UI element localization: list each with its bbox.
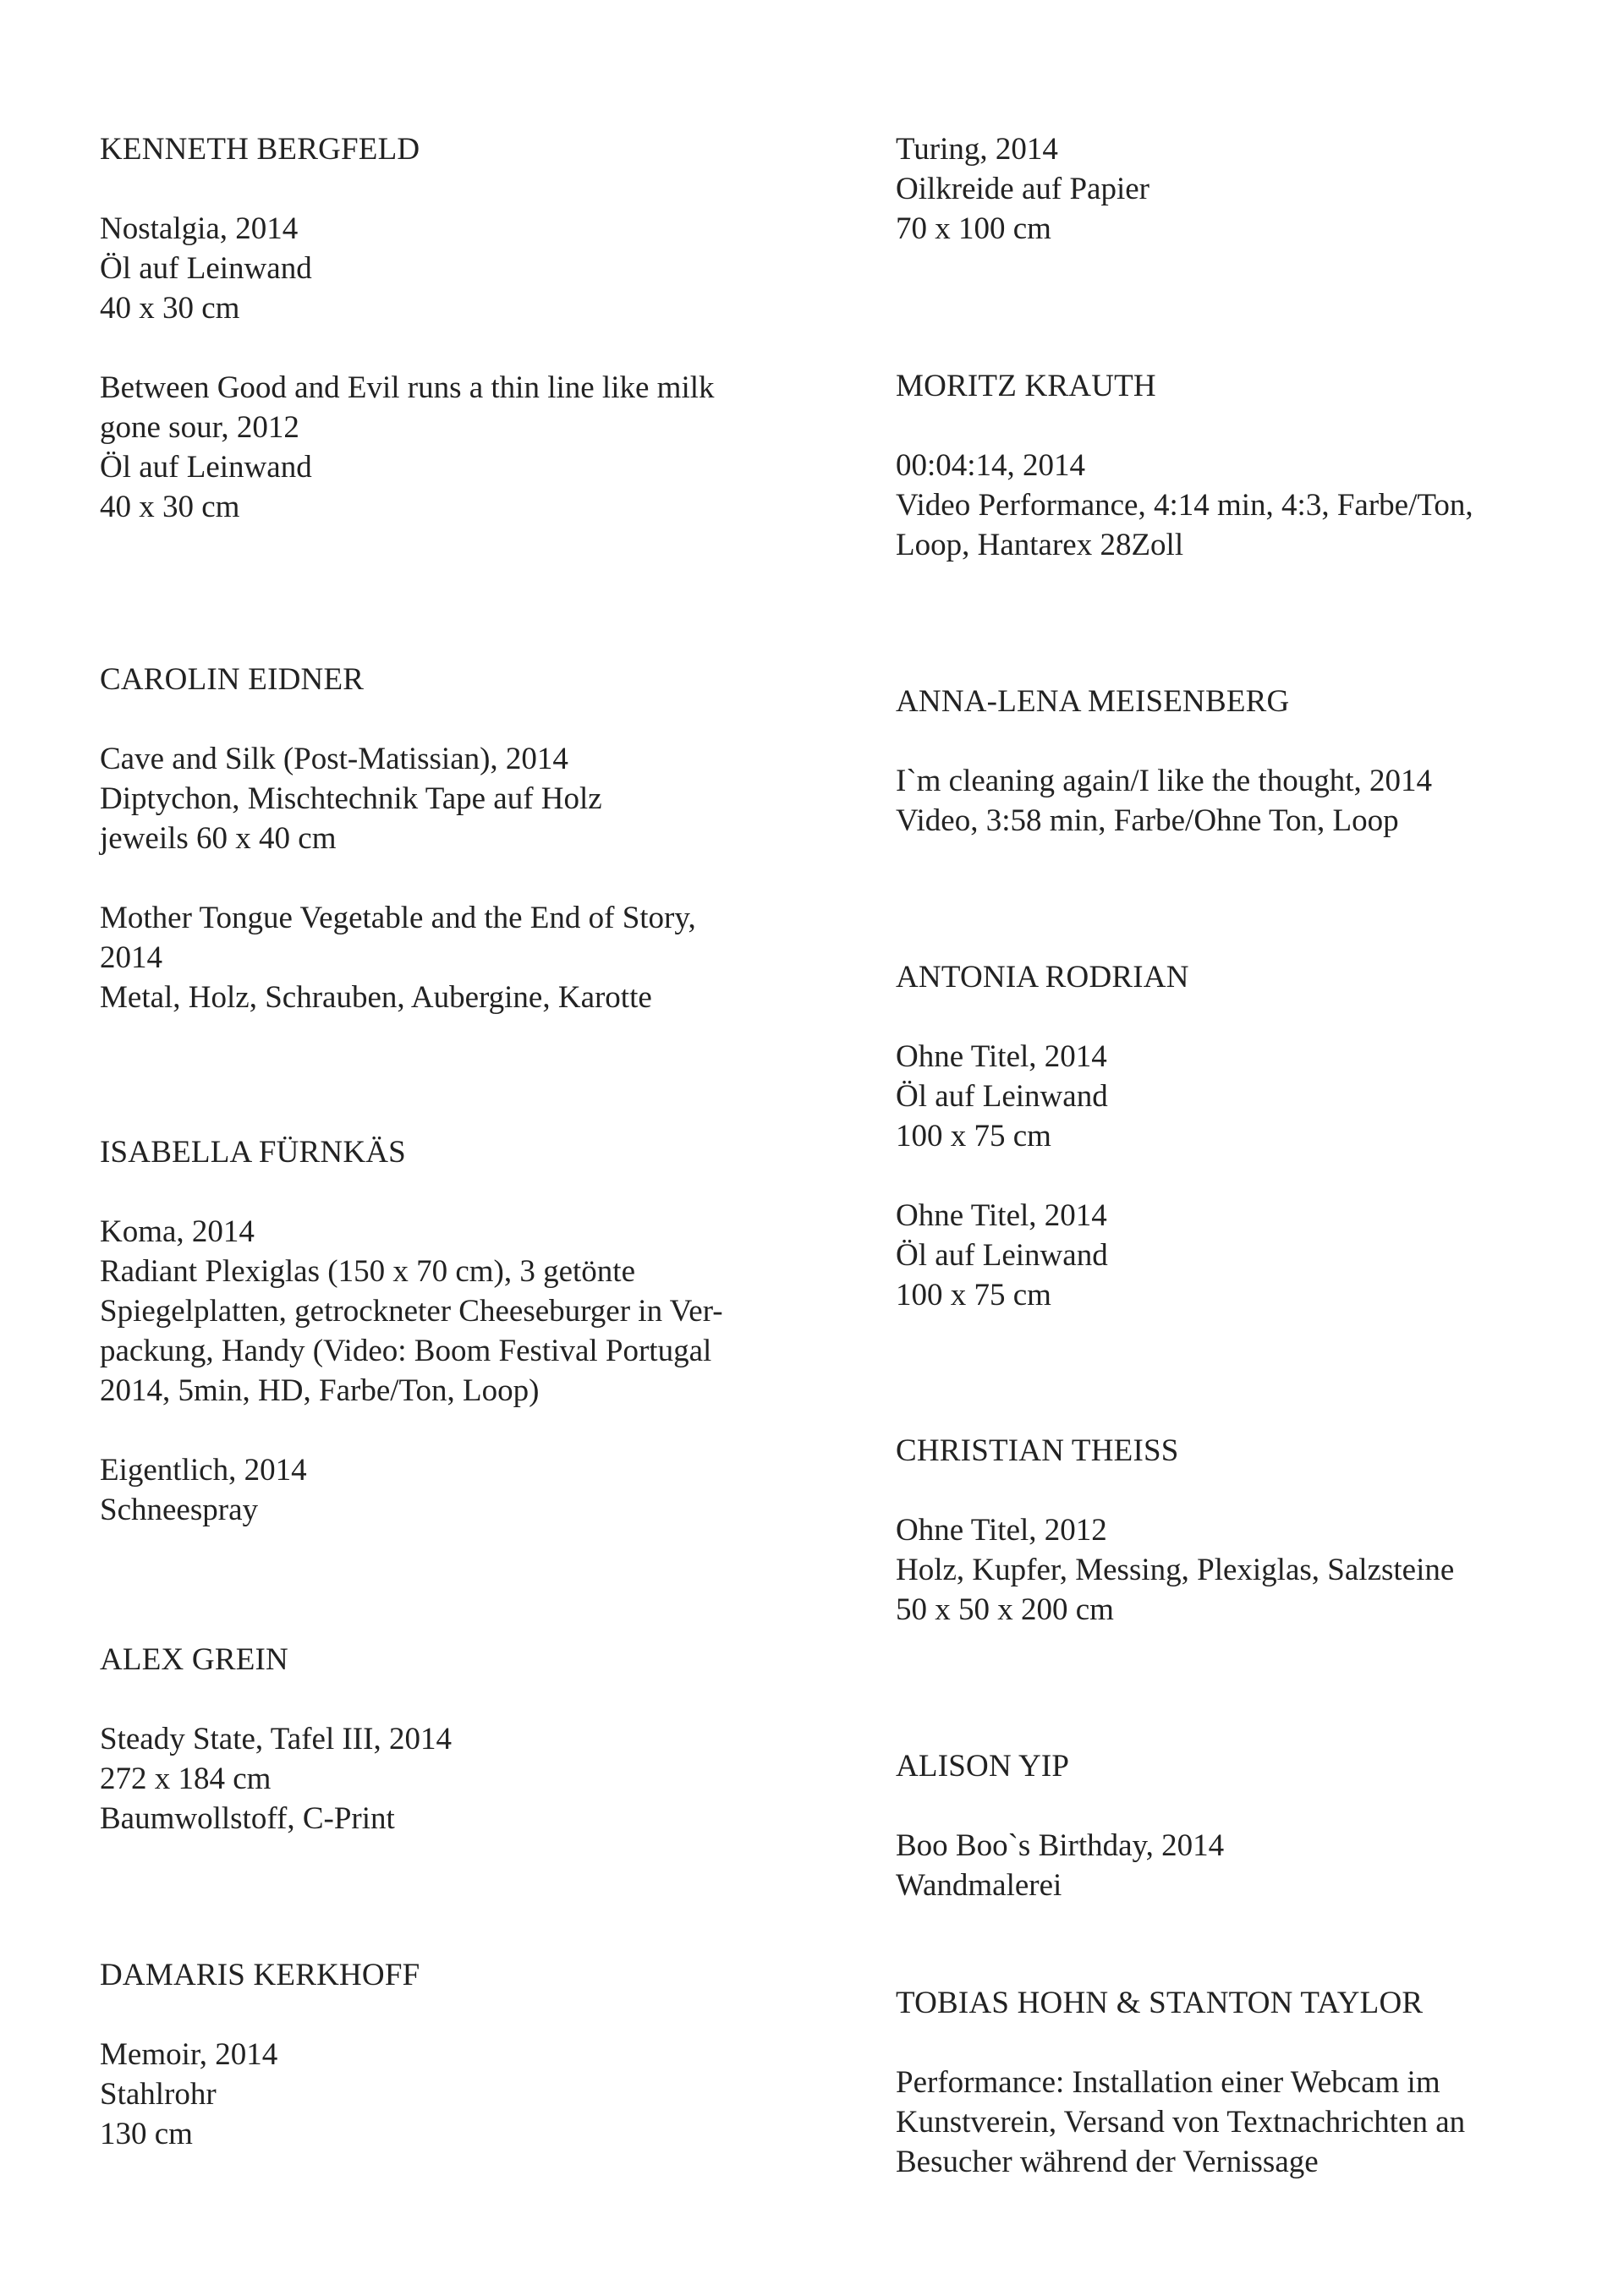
artwork-info bbox=[100, 1212, 776, 1411]
artwork-detail: Öl auf Leinwand bbox=[896, 1238, 1108, 1273]
artwork-title: Ohne Titel, 2014 bbox=[896, 1198, 1107, 1233]
artwork-title: Between Good and Evil runs a thin line like milk bbox=[100, 370, 715, 405]
artwork-info bbox=[896, 1196, 1572, 1315]
artist-name: ANNA-LENA MEISENBERG bbox=[896, 684, 1290, 719]
artwork-detail: Kunstverein, Versand von Textnachrichten an bbox=[896, 2105, 1466, 2140]
artwork-detail: 50 x 50 x 200 cm bbox=[896, 1592, 1114, 1627]
artist-entry-moritz-krauth bbox=[896, 366, 1572, 565]
artwork-info bbox=[896, 129, 1572, 249]
artist-entry-antonia-rodrian bbox=[896, 957, 1572, 1315]
artwork-info bbox=[896, 1510, 1572, 1630]
artwork-info bbox=[100, 1719, 776, 1838]
artwork-detail: Holz, Kupfer, Messing, Plexiglas, Salzsteine bbox=[896, 1553, 1455, 1587]
artwork-detail: Video Performance, 4:14 min, 4:3, Farbe/Ton, bbox=[896, 488, 1473, 523]
artwork-title: Mother Tongue Vegetable and the End of Story, bbox=[100, 901, 696, 935]
artwork-detail: Metal, Holz, Schrauben, Aubergine, Karotte bbox=[100, 980, 652, 1015]
artwork-detail: packung, Handy (Video: Boom Festival Portugal bbox=[100, 1334, 712, 1368]
artist-entry-isabella-f-rnk-s bbox=[100, 1132, 776, 1530]
artwork-detail: 130 cm bbox=[100, 2117, 193, 2151]
artwork-info bbox=[896, 2063, 1572, 2182]
artist-name: KENNETH BERGFELD bbox=[100, 132, 420, 167]
artwork-detail: gone sour, 2012 bbox=[100, 410, 299, 445]
artwork-info bbox=[100, 898, 776, 1017]
artwork-title: Cave and Silk (Post-Matissian), 2014 bbox=[100, 742, 568, 776]
artwork-title: Eigentlich, 2014 bbox=[100, 1453, 307, 1488]
artwork-detail: Schneespray bbox=[100, 1493, 258, 1527]
artwork-info bbox=[896, 1826, 1572, 1905]
artist-name: DAMARIS KERKHOFF bbox=[100, 1958, 420, 1992]
artwork-detail: Öl auf Leinwand bbox=[896, 1079, 1108, 1114]
artist-name: ALISON YIP bbox=[896, 1749, 1070, 1784]
artwork-info bbox=[100, 2035, 776, 2154]
artwork-detail: Spiegelplatten, getrockneter Cheeseburger in Ver- bbox=[100, 1294, 723, 1329]
artwork-info bbox=[100, 739, 776, 858]
artist-entry-carolin-eidner bbox=[100, 660, 776, 1017]
artwork-detail: 272 x 184 cm bbox=[100, 1762, 272, 1796]
artwork-detail: Baumwollstoff, C-Print bbox=[100, 1801, 395, 1836]
artwork-detail: Öl auf Leinwand bbox=[100, 251, 312, 286]
artwork-info bbox=[100, 209, 776, 328]
artwork-detail: Stahlrohr bbox=[100, 2077, 217, 2112]
artist-entry-alex-grein bbox=[100, 1640, 776, 1838]
artwork-info bbox=[896, 761, 1572, 841]
artist-name: ALEX GREIN bbox=[100, 1642, 288, 1677]
artwork-detail: 2014 bbox=[100, 940, 162, 975]
artist-name: CAROLIN EIDNER bbox=[100, 662, 365, 697]
artwork-detail: Radiant Plexiglas (150 x 70 cm), 3 getönte bbox=[100, 1254, 635, 1289]
artist-name: TOBIAS HOHN & STANTON TAYLOR bbox=[896, 1986, 1424, 2020]
artist-entry-anna-lena-meisenberg bbox=[896, 682, 1572, 841]
artwork-title: Ohne Titel, 2012 bbox=[896, 1513, 1107, 1548]
artist-name: ANTONIA RODRIAN bbox=[896, 960, 1189, 995]
artwork-detail: Öl auf Leinwand bbox=[100, 450, 312, 485]
artwork-info bbox=[896, 446, 1572, 565]
artwork-title: Turing, 2014 bbox=[896, 132, 1058, 167]
artist-name: MORITZ KRAUTH bbox=[896, 369, 1156, 403]
artwork-detail: Oilkreide auf Papier bbox=[896, 172, 1149, 206]
artwork-title: Boo Boo`s Birthday, 2014 bbox=[896, 1828, 1225, 1863]
artwork-detail: jeweils 60 x 40 cm bbox=[100, 821, 337, 856]
artwork-detail: 40 x 30 cm bbox=[100, 490, 240, 524]
artwork-detail: Wandmalerei bbox=[896, 1868, 1062, 1903]
artwork-info bbox=[100, 1450, 776, 1530]
artist-name: CHRISTIAN THEISS bbox=[896, 1433, 1179, 1468]
artist-entry-tobias-hohn-stanton-taylor bbox=[896, 1983, 1572, 2182]
artwork-detail: 100 x 75 cm bbox=[896, 1119, 1051, 1153]
artist-entry-damaris-kerkhoff bbox=[100, 1955, 776, 2154]
artwork-title: Nostalgia, 2014 bbox=[100, 211, 299, 246]
artwork-title: Memoir, 2014 bbox=[100, 2037, 278, 2072]
artwork-title: Steady State, Tafel III, 2014 bbox=[100, 1722, 452, 1756]
artist-entry-alison-yip bbox=[896, 1746, 1572, 1905]
artist-entry-christian-theiss bbox=[896, 1431, 1572, 1630]
artwork-detail: 2014, 5min, HD, Farbe/Ton, Loop) bbox=[100, 1373, 540, 1408]
artwork-detail: Besucher während der Vernissage bbox=[896, 2145, 1319, 2179]
artwork-title: 00:04:14, 2014 bbox=[896, 448, 1086, 483]
artwork-detail: 100 x 75 cm bbox=[896, 1278, 1051, 1312]
artwork-detail: 40 x 30 cm bbox=[100, 291, 240, 326]
artwork-info bbox=[100, 368, 776, 527]
artist-entry-continued bbox=[896, 129, 1572, 249]
artwork-title: Koma, 2014 bbox=[100, 1214, 255, 1249]
artist-entry-kenneth-bergfeld bbox=[100, 129, 776, 527]
artwork-title: Ohne Titel, 2014 bbox=[896, 1039, 1107, 1074]
artwork-detail: Loop, Hantarex 28Zoll bbox=[896, 528, 1184, 562]
artwork-detail: Video, 3:58 min, Farbe/Ohne Ton, Loop bbox=[896, 803, 1399, 838]
artwork-title: I`m cleaning again/I like the thought, 2014 bbox=[896, 764, 1432, 798]
artist-name: ISABELLA FÜRNKÄS bbox=[100, 1135, 406, 1170]
artwork-info bbox=[896, 1037, 1572, 1156]
artwork-detail: Diptychon, Mischtechnik Tape auf Holz bbox=[100, 781, 602, 816]
artwork-title: Performance: Installation einer Webcam im bbox=[896, 2065, 1440, 2100]
artwork-detail: 70 x 100 cm bbox=[896, 211, 1051, 246]
